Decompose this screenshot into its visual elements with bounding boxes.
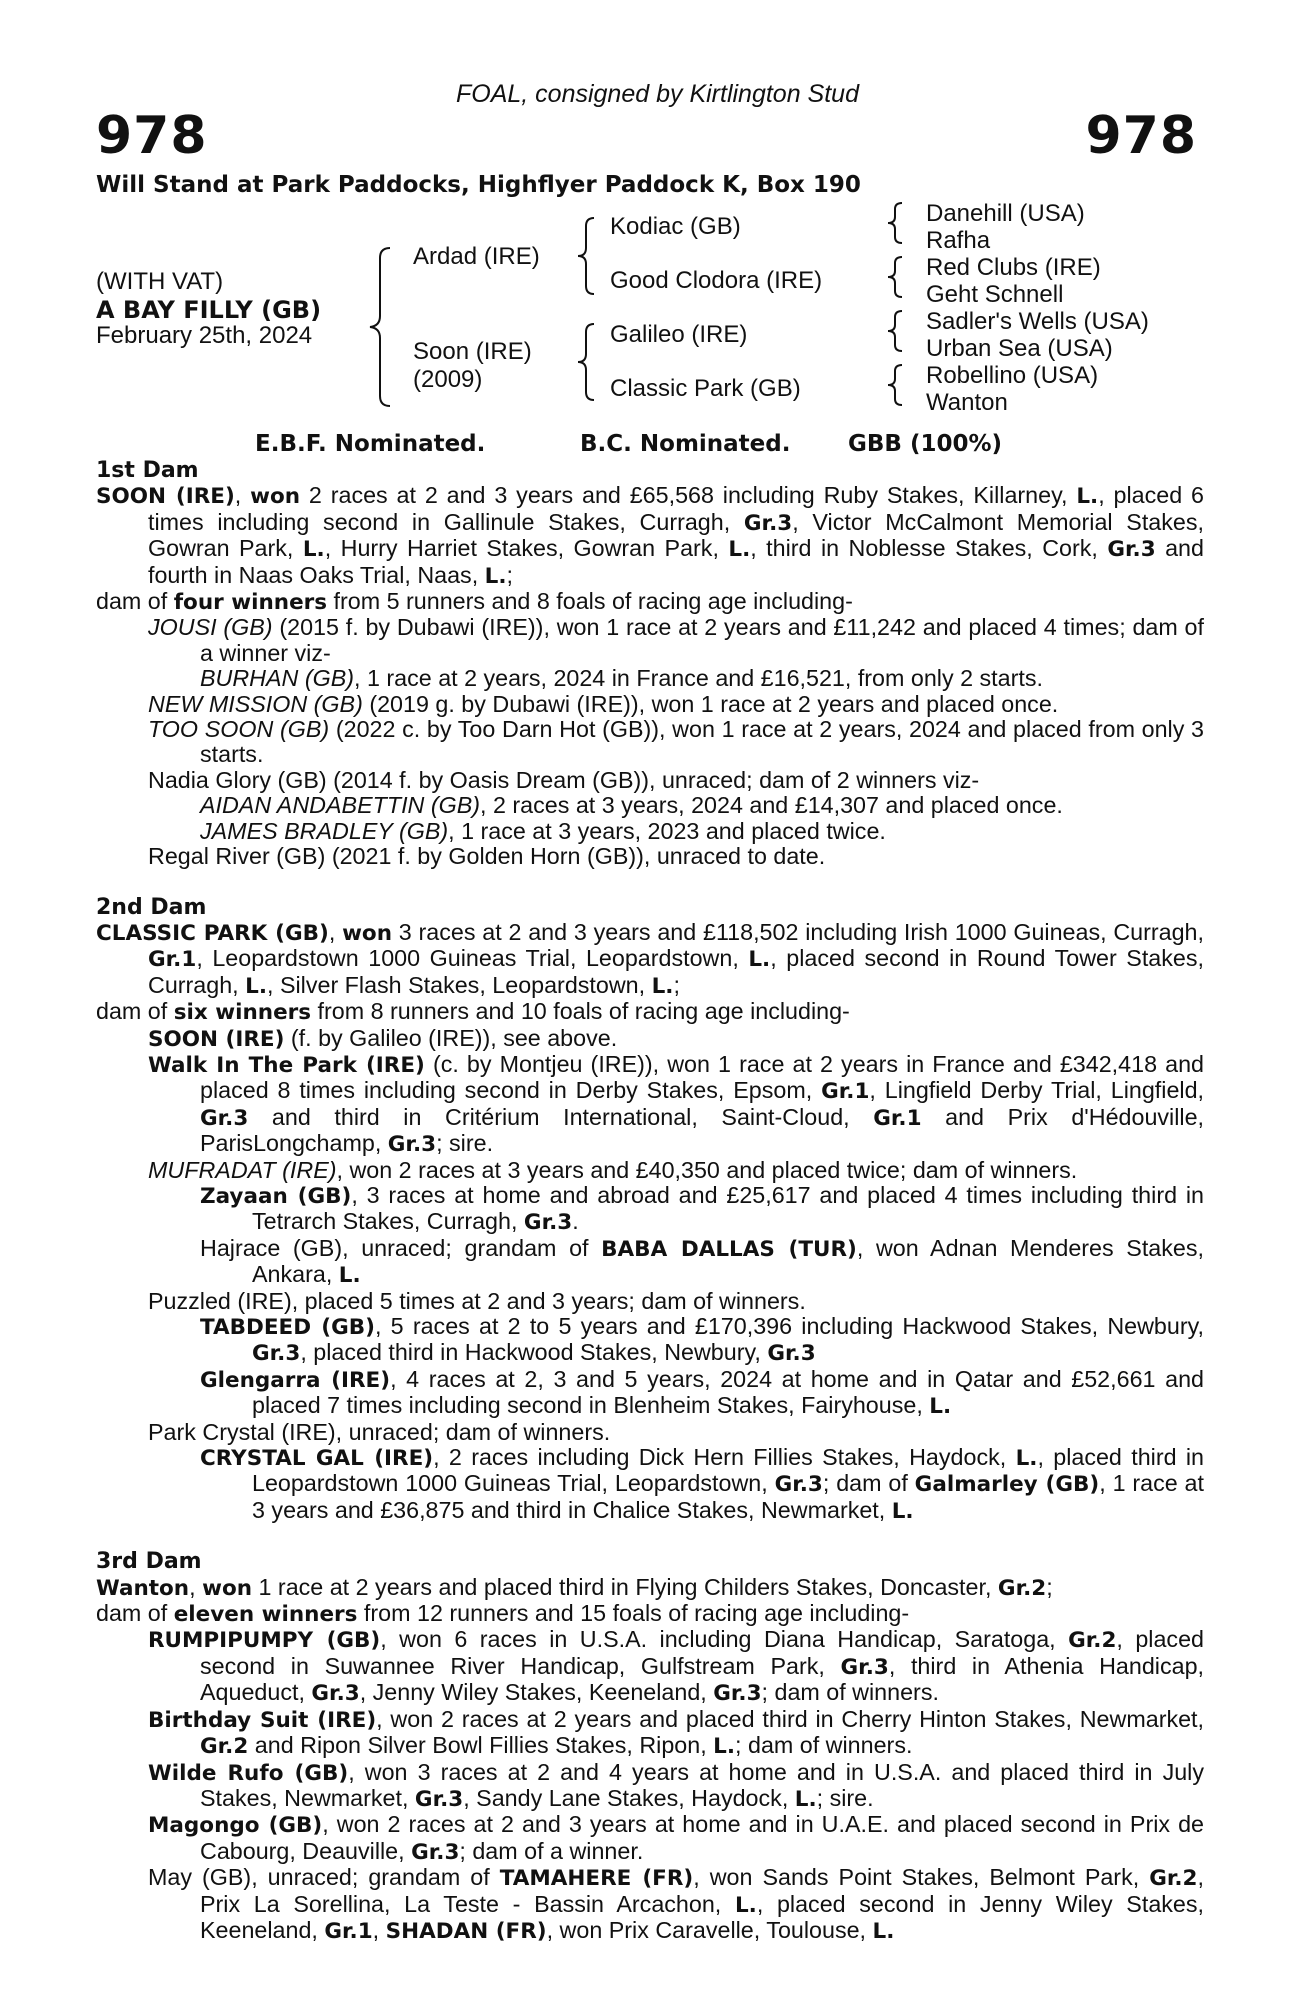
dam-year: (2009) [413, 366, 483, 393]
group-label: Gr.3 [1107, 537, 1156, 563]
listed-label: L. [651, 973, 674, 999]
listed-label: L. [302, 537, 325, 563]
record-text: ; [673, 971, 680, 998]
produce-rumpipumpy [96, 1627, 1204, 1706]
group-label: Gr.3 [743, 510, 793, 536]
record-text: , Victor McCalmont Memorial Stakes, Gowran Park, [148, 508, 1204, 562]
group-label: Gr.3 [200, 1105, 249, 1131]
listed-label: L. [338, 1263, 361, 1289]
produce-birthday-suit [96, 1707, 1204, 1760]
group-label: Gr.2 [997, 1575, 1047, 1601]
catalogue-body [96, 458, 1204, 1944]
listed-label: L. [713, 1734, 736, 1760]
third-dam-heading: 3rd Dam [96, 1549, 202, 1575]
dam-name: Soon (IRE) [413, 338, 532, 365]
listed-label: L. [872, 1918, 895, 1944]
produce-may [96, 1865, 1204, 1944]
produce-wilde-rufo [96, 1760, 1204, 1813]
horse-name: MUFRADAT (IRE) [148, 1156, 337, 1183]
horse-record: , Sandy Lane Stakes, Haydock, [463, 1784, 795, 1811]
ped-ssd: Rafha [926, 227, 991, 254]
listed-label: L. [734, 1892, 757, 1918]
horse-record: ; dam of winners. [761, 1679, 939, 1706]
foal-dob: February 25th, 2024 [96, 322, 313, 349]
horse-record: , 4 races at 2, 3 and 5 years, 2024 at home and in Qatar and £52,661 and placed 7 times including second in Blenheim Stakes, Fairyhouse, [252, 1365, 1204, 1419]
horse-name: Zayaan (GB) [200, 1183, 352, 1209]
produce-nadia-glory [96, 768, 1204, 793]
record-text: , placed 6 times including second in Gallinule Stakes, Curragh, [148, 482, 1204, 535]
summary-text: from 5 runners and 8 foals of racing age including- [327, 588, 853, 615]
ebf-nomination: E.B.F. Nominated. [255, 431, 486, 457]
horse-name: JOUSI (GB) [148, 614, 273, 641]
produce-glengarra [96, 1367, 1204, 1420]
first-dam-heading: 1st Dam [96, 458, 199, 483]
vat-note: (WITH VAT) [96, 268, 224, 295]
record-text: , placed second in Round Tower Stakes, Curragh, [148, 945, 1204, 998]
horse-record: , 1 race at 2 years, 2024 in France and £16,521, from only 2 starts. [354, 665, 1043, 692]
horse-record: and third in Critérium International, Saint-Cloud, [248, 1103, 874, 1130]
horse-record: , 1 race at 3 years and £36,875 and third in Chalice Stakes, Newmarket, [252, 1470, 1204, 1523]
group-label: Gr.3 [387, 1132, 437, 1158]
horse-record: , 5 races at 2 to 5 years and £170,396 including Hackwood Stakes, Newbury, [375, 1313, 1204, 1339]
produce-burhan [96, 666, 1204, 691]
third-dam-produce-summary [96, 1601, 1204, 1627]
horse-name: Birthday Suit (IRE) [148, 1707, 377, 1733]
produce-zayaan [96, 1183, 1204, 1236]
horse-name: Walk In The Park (IRE) [148, 1052, 425, 1078]
horse-record: ; sire. [816, 1784, 874, 1811]
horse-name: SHADAN (FR) [385, 1918, 547, 1944]
ped-dds: Robellino (USA) [926, 362, 1099, 389]
horse-name: BABA DALLAS (TUR) [601, 1236, 857, 1262]
horse-record: . [572, 1208, 579, 1235]
horse-record: , Lingfield Derby Trial, Lingfield, [869, 1077, 1205, 1104]
group-label: Gr.3 [767, 1341, 816, 1367]
produce-regal-river [96, 844, 1204, 869]
lot-number-left: 978 [96, 106, 208, 166]
horse-record: , third in Athenia Handicap, Aqueduct, [200, 1652, 1205, 1706]
horse-name: CRYSTAL GAL (IRE) [200, 1446, 434, 1472]
horse-name: TAMAHERE (FR) [499, 1866, 694, 1892]
second-dam-heading: 2nd Dam [96, 894, 207, 920]
horse-record: , placed third in Leopardstown 1000 Guineas Trial, Leopardstown, [252, 1444, 1204, 1497]
group-label: Gr.1 [324, 1918, 373, 1944]
group-label: Gr.3 [414, 1786, 464, 1812]
produce-soon [96, 1026, 1204, 1052]
winners-count: eleven winners [173, 1602, 358, 1628]
listed-label: L. [748, 947, 771, 973]
horse-record: Regal River (GB) (2021 f. by Golden Horn (GB)), unraced to date. [148, 843, 826, 870]
group-label: Gr.3 [713, 1681, 762, 1707]
record-text: and fourth in Naas Oaks Trial, Naas, [148, 535, 1204, 588]
produce-park-crystal [96, 1420, 1204, 1445]
horse-record: , Prix La Sorellina, La Teste - Bassin Arcachon, [200, 1864, 1204, 1917]
horse-name: Wilde Rufo (GB) [148, 1760, 349, 1786]
horse-record: and Prix d'Hédouville, ParisLongchamp, [200, 1103, 1205, 1157]
horse-name: SOON (IRE) [148, 1026, 285, 1052]
brace-dd [886, 363, 906, 407]
group-label: Gr.1 [873, 1105, 922, 1131]
listed-label: L. [245, 973, 267, 999]
ped-sds: Red Clubs (IRE) [926, 254, 1101, 281]
horse-record: ; sire. [436, 1130, 494, 1157]
lot-number-right: 978 [1085, 106, 1197, 166]
horse-name: JAMES BRADLEY (GB) [200, 817, 449, 844]
summary-text: dam of [96, 588, 174, 615]
horse-record: (2019 g. by Dubawi (IRE)), won 1 race at 2 years and placed once. [362, 690, 1059, 717]
produce-puzzled [96, 1289, 1204, 1314]
ped-dsd: Urban Sea (USA) [926, 335, 1113, 362]
produce-jousi [96, 615, 1204, 666]
horse-name: TOO SOON (GB) [148, 716, 330, 743]
ped-dss: Sadler's Wells (USA) [926, 308, 1149, 335]
consignment-line: FOAL, consigned by Kirtlington Stud [455, 80, 859, 108]
record-text: , Hurry Harriet Stakes, Gowran Park, [324, 535, 729, 562]
first-dam-record: SOON (IRE), won 2 races at 2 and 3 years and £65,568 including Ruby Stakes, Killarney, L., placed 6 times including second in Gallinule Stakes, Curragh, Gr.3, Victor McCalmont Memorial Stakes, Gowran Park, L., Hurry Harriet Stakes, Gowran Park, L., third in Noblesse Stakes, Cork, Gr.3 and fourth in Naas Oaks Trial, Naas, L.; [96, 482, 1204, 589]
third-dam-record: Wanton, won 1 race at 2 years and placed third in Flying Childers Stakes, Doncaster, Gr.2; [96, 1573, 1053, 1601]
ped-ddd: Wanton [926, 389, 1008, 416]
horse-record: (2022 c. by Too Darn Hot (GB)), won 1 race at 2 years, 2024 and placed from only 3 starts. [200, 716, 1205, 768]
brace-foal [368, 246, 394, 408]
group-label: Gr.1 [821, 1079, 870, 1105]
bc-nomination: B.C. Nominated. [580, 431, 791, 457]
gbb-rating: GBB (100%) [848, 431, 1003, 457]
horse-record: , 3 races at home and abroad and £25,617 and placed 4 times including third in Tetrarch Stakes, Curragh, [252, 1181, 1204, 1235]
produce-mufradat [96, 1158, 1204, 1183]
summary-text: from 8 runners and 10 foals of racing age including- [311, 998, 850, 1025]
produce-crystal-gal [96, 1445, 1204, 1524]
record-text: , Leopardstown 1000 Guineas Trial, Leopardstown, [196, 945, 749, 972]
listed-label: L. [891, 1498, 914, 1524]
horse-name: AIDAN ANDABETTIN (GB) [200, 792, 481, 819]
horse-record: , placed second in Jenny Wiley Stakes, Keeneland, [200, 1890, 1205, 1943]
horse-record: , won 3 races at 2 and 4 years at home and in U.S.A. and placed third in July Stakes, Newmarket, [200, 1758, 1204, 1811]
winners-count: four winners [173, 590, 328, 616]
record-text: 1 race at 2 years and placed third in Flying Childers Stakes, Doncaster, [252, 1573, 998, 1600]
foal-name: A BAY FILLY (GB) [96, 296, 322, 324]
produce-too-soon [96, 717, 1204, 768]
horse-name: BURHAN (GB) [200, 665, 355, 692]
dam-sire: Galileo (IRE) [610, 321, 748, 348]
group-label: Gr.3 [523, 1210, 573, 1236]
horse-record: Puzzled (IRE), placed 5 times at 2 and 3 years; dam of winners. [148, 1287, 806, 1314]
group-label: Gr.3 [840, 1654, 889, 1680]
listed-label: L. [1076, 484, 1099, 510]
listed-label: L. [1015, 1446, 1038, 1472]
horse-record: , 2 races including Dick Hern Fillies Stakes, Haydock, [433, 1444, 1016, 1471]
brace-sire [576, 216, 598, 296]
second-dam-produce-summary [96, 999, 1204, 1025]
brace-dam [576, 322, 598, 402]
group-label: Gr.3 [774, 1472, 823, 1498]
record-text: , Silver Flash Stakes, Leopardstown, [267, 971, 652, 998]
sire-sire: Kodiac (GB) [610, 213, 741, 240]
produce-james [96, 819, 1204, 844]
horse-record: , placed second in Suwannee River Handicap, Gulfstream Park, [200, 1626, 1204, 1679]
brace-ds [886, 309, 906, 353]
group-label: Gr.3 [252, 1341, 301, 1367]
horse-record: , won 6 races in U.S.A. including Diana Handicap, Saratoga, [380, 1626, 1069, 1653]
won-label: won [202, 1575, 253, 1601]
second-dam-name: CLASSIC PARK (GB) [96, 920, 329, 946]
listed-label: L. [484, 563, 507, 589]
stabling-location: Will Stand at Park Paddocks, Highflyer Paddock K, Box 190 [96, 172, 861, 198]
horse-name: NEW MISSION (GB) [148, 690, 363, 717]
horse-record: , won 2 races at 3 years and £40,350 and placed twice; dam of winners. [336, 1156, 1078, 1183]
brace-ss [886, 201, 906, 245]
group-label: Gr.2 [1149, 1866, 1198, 1892]
horse-record: and Ripon Silver Bowl Fillies Stakes, Ripon, [248, 1732, 714, 1759]
horse-name: TABDEED (GB) [200, 1315, 375, 1340]
produce-tabdeed [96, 1314, 1204, 1367]
horse-record: Park Crystal (IRE), unraced; dam of winners. [148, 1418, 611, 1445]
summary-text: dam of [96, 998, 174, 1025]
horse-record: (2015 f. by Dubawi (IRE)), won 1 race at 2 years and £11,242 and placed 4 times; dam of a winner viz- [200, 614, 1204, 666]
horse-name: Galmarley (GB) [914, 1472, 1100, 1498]
record-text: 2 races at 2 and 3 years and £65,568 including Ruby Stakes, Killarney, [300, 482, 1077, 509]
group-label: Gr.1 [148, 947, 197, 973]
horse-record: , won 2 races at 2 years and placed third in Cherry Hinton Stakes, Newmarket, [376, 1705, 1205, 1732]
record-text: ; [506, 561, 514, 588]
produce-walk-in-the-park [96, 1052, 1204, 1158]
record-text: , third in Noblesse Stakes, Cork, [750, 535, 1108, 562]
horse-record: Nadia Glory (GB) (2014 f. by Oasis Dream (GB)), unraced; dam of 2 winners viz- [148, 766, 980, 793]
produce-new-mission [96, 692, 1204, 717]
horse-record: Hajrace (GB), unraced; grandam of [200, 1234, 602, 1261]
horse-record: (f. by Galileo (IRE)), see above. [284, 1024, 618, 1051]
record-text: ; [1046, 1573, 1053, 1600]
winners-count: six winners [173, 1000, 312, 1026]
won-label: won [342, 920, 393, 946]
produce-magongo [96, 1812, 1204, 1865]
horse-record: ; dam of a winner. [459, 1837, 644, 1864]
horse-record: , won Sands Point Stakes, Belmont Park, [693, 1864, 1150, 1891]
horse-record: , [372, 1916, 386, 1943]
sire-dam: Good Clodora (IRE) [610, 267, 823, 294]
horse-record: , won Prix Caravelle, Toulouse, [546, 1916, 873, 1943]
summary-text: from 12 runners and 15 foals of racing age including- [357, 1600, 910, 1627]
first-dam-produce-summary [96, 589, 1204, 615]
listed-label: L. [728, 537, 751, 563]
first-dam-name: SOON (IRE) [96, 484, 235, 510]
horse-record: ; dam of [822, 1470, 915, 1497]
horse-record: , 2 races at 3 years, 2024 and £14,307 and placed once. [480, 792, 1063, 819]
brace-sd [886, 255, 906, 299]
sire-name: Ardad (IRE) [413, 243, 540, 270]
horse-record: , 1 race at 3 years, 2023 and placed twice. [448, 817, 886, 844]
horse-name: RUMPIPUMPY (GB) [148, 1628, 381, 1654]
ped-sss: Danehill (USA) [926, 200, 1085, 227]
horse-record: , placed third in Hackwood Stakes, Newbury, [300, 1339, 768, 1366]
record-text: 3 races at 2 and 3 years and £118,502 including Irish 1000 Guineas, Curragh, [392, 918, 1204, 945]
second-dam-record: CLASSIC PARK (GB), won 3 races at 2 and 3 years and £118,502 including Irish 1000 Guineas, Curragh, Gr.1, Leopardstown 1000 Guineas Trial, Leopardstown, L., placed second in Round Tower Stakes, Curragh, L., Silver Flash Stakes, Leopardstown, L.; [96, 918, 1204, 999]
horse-name: Glengarra (IRE) [200, 1367, 391, 1393]
horse-record: , won 2 races at 2 and 3 years at home and in U.A.E. and placed second in Prix de Cabourg, Deauville, [200, 1811, 1204, 1864]
horse-record: May (GB), unraced; grandam of [148, 1864, 500, 1891]
summary-text: dam of [96, 1600, 174, 1627]
group-label: Gr.3 [311, 1681, 360, 1707]
ped-sdd: Geht Schnell [926, 281, 1064, 308]
group-label: Gr.2 [1068, 1628, 1117, 1654]
horse-record: ; dam of winners. [735, 1732, 913, 1759]
listed-label: L. [929, 1394, 952, 1420]
dam-dam: Classic Park (GB) [610, 375, 801, 402]
produce-hajrace [96, 1236, 1204, 1289]
horse-name: Magongo (GB) [148, 1813, 323, 1839]
horse-record: (c. by Montjeu (IRE)), won 1 race at 2 years in France and £342,418 and placed 8 times including second in Derby Stakes, Epsom, [200, 1050, 1204, 1104]
horse-record: , won Adnan Menderes Stakes, Ankara, [252, 1234, 1204, 1288]
third-dam-name: Wanton [96, 1575, 190, 1601]
horse-record: , Jenny Wiley Stakes, Keeneland, [359, 1679, 714, 1706]
produce-aidan [96, 793, 1204, 818]
listed-label: L. [794, 1786, 817, 1812]
group-label: Gr.2 [200, 1734, 249, 1760]
won-label: won [250, 484, 301, 510]
group-label: Gr.3 [411, 1839, 460, 1865]
